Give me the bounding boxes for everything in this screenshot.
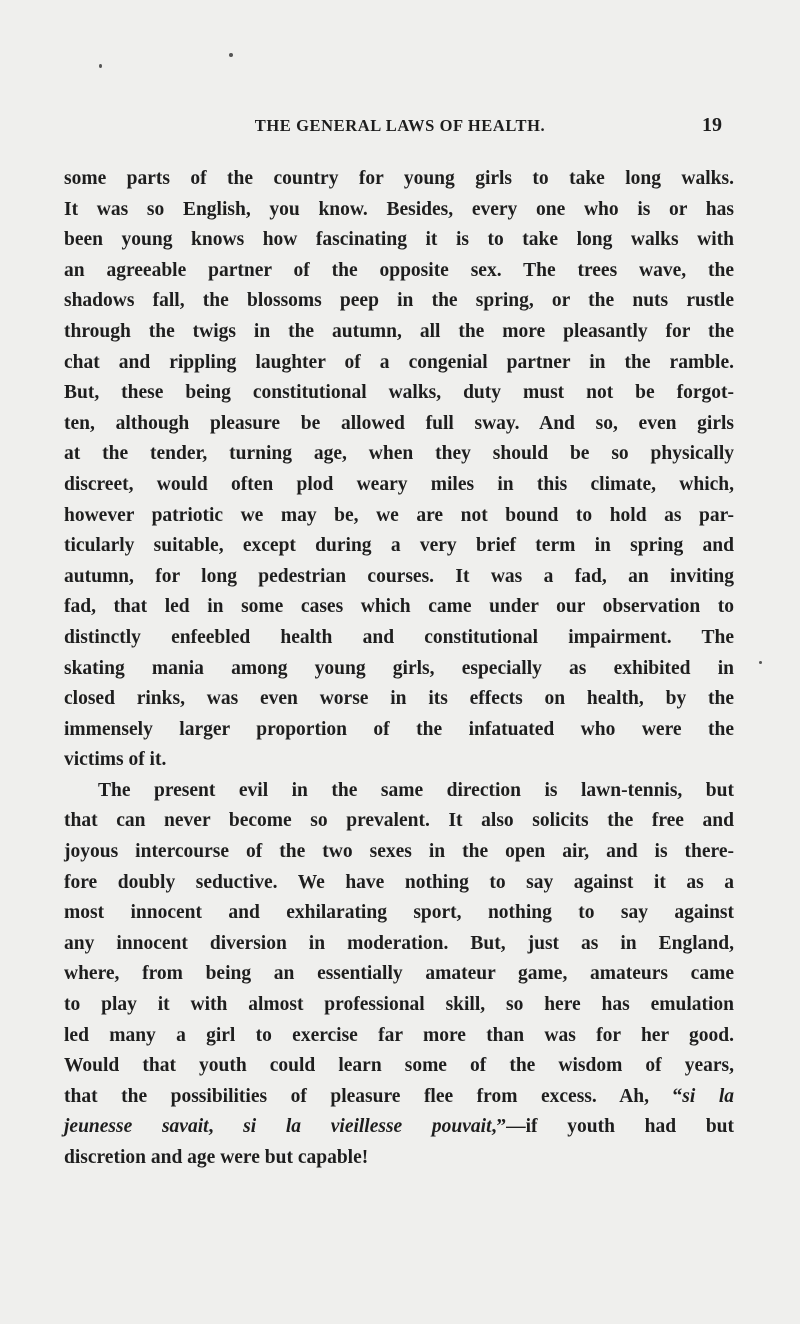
text-line: at the tender, turning age, when they should be so physically [64,443,734,465]
running-head [0,114,800,140]
text-line: through the twigs in the autumn, all the more pleasantly for the [64,320,734,342]
text-line: most innocent and exhilarating sport, nothing to say against [64,902,734,924]
text-fragment: , [208,1116,244,1138]
ink-speck [229,53,233,57]
text-line: that can never become so prevalent. It also solicits the free and [64,810,734,832]
ink-speck [759,661,762,664]
text-fragment: that the possibilities of pleasure flee from excess. Ah, “ [64,1085,683,1107]
text-line: autumn, for long pedestrian courses. It was a fad, an inviting [64,565,734,587]
text-line: chat and rippling laughter of a congenial partner in the ramble. [64,351,734,373]
text-line: It was so English, you know. Besides, every one who is or has [64,198,734,220]
text-line: skating mania among young girls, especially as exhibited in [64,657,734,679]
text-line: been young knows how fascinating it is to take long walks with [64,229,734,251]
text-line: some parts of the country for young girls to take long walks. [64,168,734,189]
french-quote-italic: si la vieillesse pouvait [243,1116,492,1138]
text-line: fore doubly seductive. We have nothing to say against it as a [64,871,734,893]
text-line: victims of it. [64,749,167,771]
text-line: Would that youth could learn some of the wisdom of years, [64,1055,734,1077]
french-quote-italic: jeunesse savait [64,1116,209,1138]
french-quote-italic: si la [682,1085,734,1107]
text-line: immensely larger proportion of the infatuated who were the [64,718,734,740]
text-line: closed rinks, was even worse in its effects on health, by the [64,688,734,710]
text-line-quote-end [64,1112,734,1143]
text-line: any innocent diversion in moderation. But, just as in England, [64,932,734,954]
text-line: joyous intercourse of the two sexes in the open air, and is there- [64,841,734,863]
text-line: distinctly enfeebled health and constitutional impairment. The [64,626,734,648]
text-line: an agreeable partner of the opposite sex. The trees wave, the [64,259,734,281]
text-line: fad, that led in some cases which came under our observation to [64,596,734,618]
text-line: ticularly suitable, except during a very brief term in spring and [64,535,734,557]
text-line: to play it with almost professional skill, so here has emulation [64,994,734,1016]
ink-speck [99,64,102,68]
text-line: discretion and age were but capable! [64,1147,369,1168]
body-text [64,164,734,1174]
text-line-quote-start [64,1082,734,1113]
running-title: THE GENERAL LAWS OF HEALTH. [254,116,546,135]
text-line: led many a girl to exercise far more than was for her good. [64,1024,734,1046]
page-number: 19 [702,114,722,136]
text-line: ten, although pleasure be allowed full sway. And so, even girls [64,412,734,434]
text-fragment: ,”—if youth had but [491,1116,734,1138]
text-line: But, these being constitutional walks, duty must not be forgot- [64,382,734,404]
text-line: however patriotic we may be, we are not bound to hold as par- [64,504,734,526]
text-line: discreet, would often plod weary miles in this climate, which, [64,473,734,495]
text-line: where, from being an essentially amateur game, amateurs came [64,963,734,985]
text-line: shadows fall, the blossoms peep in the spring, or the nuts rustle [64,290,734,312]
text-line: The present evil in the same direction is lawn-tennis, but [98,779,734,801]
